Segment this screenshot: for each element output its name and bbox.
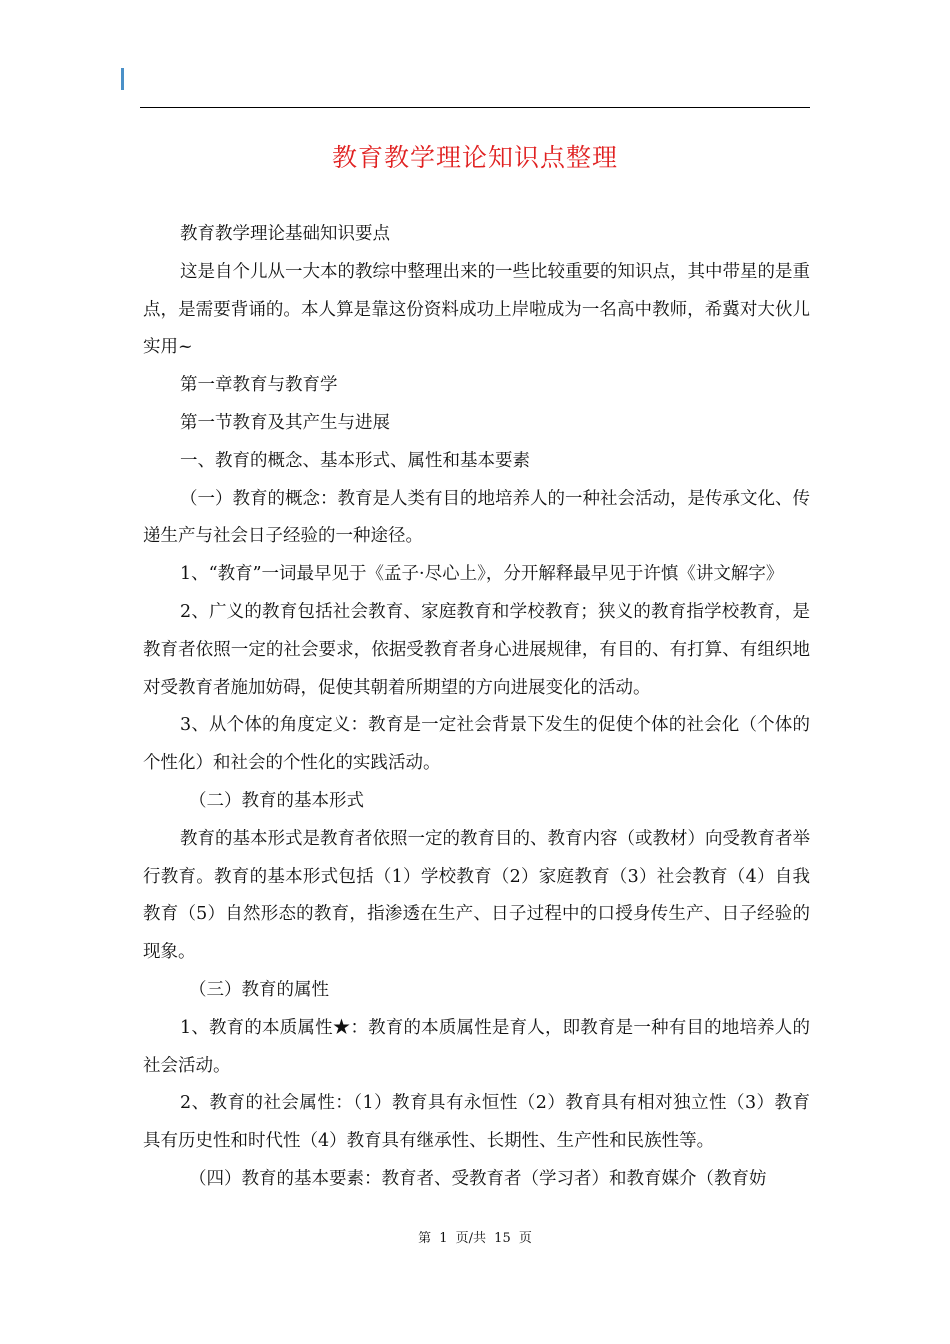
body-paragraph: （三）教育的属性	[189, 979, 329, 1000]
body-paragraph: （二）教育的基本形式	[189, 790, 364, 811]
document-body	[143, 216, 810, 1199]
body-paragraph: 教育教学理论基础知识要点	[180, 224, 390, 244]
header-rule	[140, 107, 810, 108]
document-title: 教育教学理论知识点整理	[331, 143, 618, 172]
body-paragraph: 2、教育的社会属性：（1）教育具有永恒性（2）教育具有相对独立性（3）教育具有历史性和时代性（4）教育具有继承性、长期性、生产性和民族性等。	[143, 1093, 810, 1152]
body-paragraph: 一、教育的概念、基本形式、属性和基本要素	[180, 450, 530, 471]
body-paragraph: 教育的基本形式是教育者依照一定的教育目的、教育内容（或教材）向受教育者举行教育。教育的基本形式包括（1）学校教育（2）家庭教育（3）社会教育（4）自我教育（5）自然形态的教育，指渗透在生产、日子过程中的口授身传生产、日子经验的现象。	[143, 828, 810, 963]
body-paragraph: 1、“教育”一词最早见于《孟子·尽心上》，分开解释最早见于许慎《讲文解字》	[180, 564, 784, 585]
body-paragraph: 这是自个儿从一大本的教综中整理出来的一些比较重要的知识点，其中带星的是重点，是需要背诵的。本人算是靠这份资料成功上岸啦成为一名高中教师，希冀对大伙儿实用~	[143, 261, 810, 358]
body-paragraph: （一）教育的概念：教育是人类有目的地培养人的一种社会活动，是传承文化、传递生产与社会日子经验的一种途径。	[143, 488, 810, 547]
text-cursor-mark	[121, 68, 124, 90]
page-footer: 第 1 页/共 15 页	[418, 1231, 532, 1246]
body-paragraph: 1、教育的本质属性★：教育的本质属性是育人，即教育是一种有目的地培养人的社会活动。	[143, 1017, 810, 1076]
body-paragraph: （四）教育的基本要素：教育者、受教育者（学习者）和教育媒介（教育妨	[189, 1168, 767, 1189]
body-paragraph: 第一节教育及其产生与进展	[180, 412, 390, 433]
body-paragraph: 3、从个体的角度定义：教育是一定社会背景下发生的促使个体的社会化（个体的个性化）和社会的个性化的实践活动。	[143, 715, 810, 774]
body-paragraph: 2、广义的教育包括社会教育、家庭教育和学校教育；狭义的教育指学校教育，是教育者依照一定的社会要求，依据受教育者身心进展规律，有目的、有打算、有组织地对受教育者施加妨碍，促使其朝着所期望的方向进展变化的活动。	[143, 601, 810, 698]
body-paragraph: 第一章教育与教育学	[180, 375, 338, 396]
